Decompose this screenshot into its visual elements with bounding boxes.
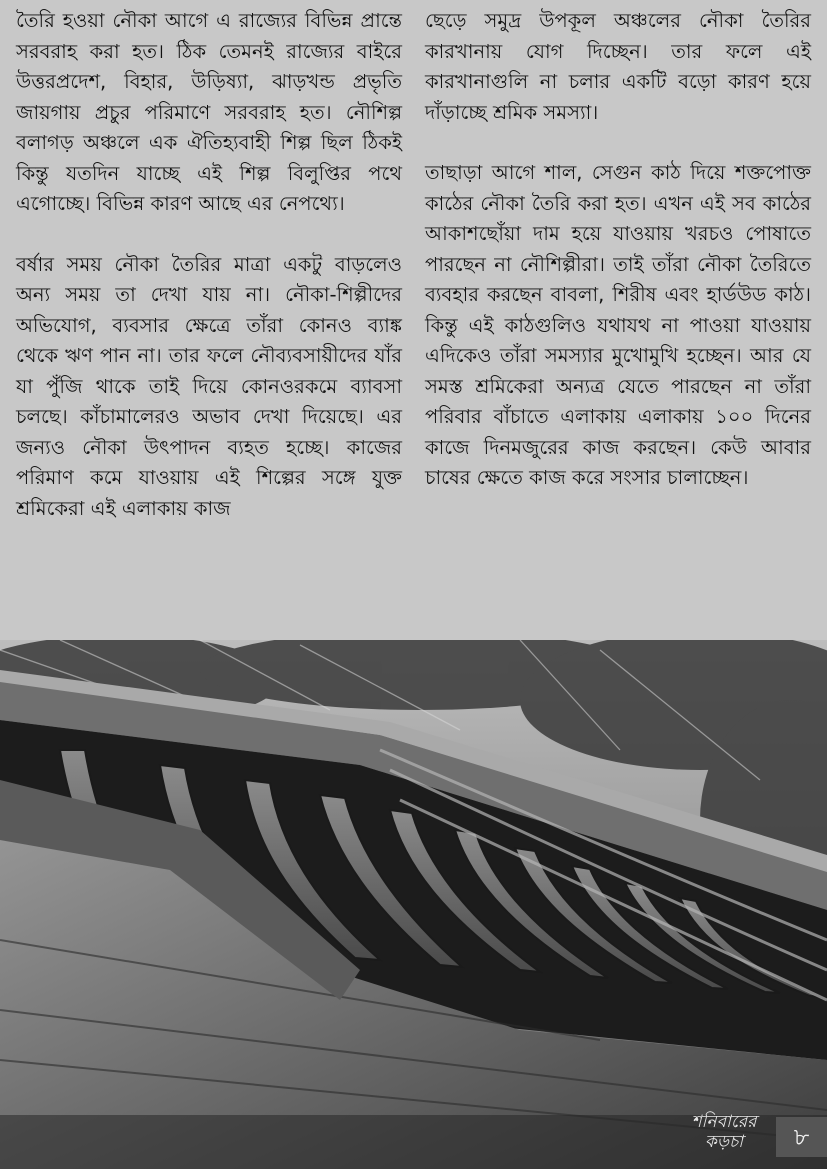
article-column-right [425, 6, 811, 524]
boat-photograph [0, 640, 827, 1169]
right-paragraph-1: ছেড়ে সমুদ্র উপকূল অঞ্চলের নৌকা তৈরির কারখানায় যোগ দিচ্ছেন। তার ফলে এই কারখানাগুলি না চলার একটি বড়ো কারণ হয়ে দাঁড়াচ্ছে শ্রমিক সমস্যা। [425, 9, 811, 124]
left-paragraph-2: বর্ষার সময় নৌকা তৈরির মাত্রা একটু বাড়লেও অন্য সময় তা দেখা যায় না। নৌকা-শিল্পীদের অভিযোগ, ব্যবসার ক্ষেত্রে তাঁরা কোনও ব্যাঙ্ক থেকে ঋণ পান না। তার ফলে নৌব্যবসায়ীদের যাঁর যা পুঁজি থাকে তাই দিয়ে কোনওরকমে ব্যাবসা চলছে। কাঁচামালেরও অভাব দেখা দিয়েছে। এর জন্যও নৌকা উৎপাদন ব্যহত হচ্ছে। কাজের পরিমাণ কমে যাওয়ায় এই শিল্পের সঙ্গে যুক্ত শ্রমিকেরা এই এলাকায় কাজ [16, 252, 402, 520]
article-column-left [16, 6, 402, 554]
left-paragraph-1: তৈরি হওয়া নৌকা আগে এ রাজ্যের বিভিন্ন প্রান্তে সরবরাহ করা হত। ঠিক তেমনই রাজ্যের বাইরে উত্তরপ্রদেশ, বিহার, উড়িষ্যা, ঝাড়খন্ড প্রভৃতি জায়গায় প্রচুর পরিমাণে সরবরাহ হত। নৌশিল্প বলাগড় অঞ্চলে এক ঐতিহ্যবাহী শিল্প ছিল ঠিকই কিন্তু যতদিন যাচ্ছে এই শিল্প বিলুপ্তির পথে এগোচ্ছে। বিভিন্ন কারণ আছে এর নেপথ্যে। [16, 9, 402, 215]
right-paragraph-2: তাছাড়া আগে শাল, সেগুন কাঠ দিয়ে শক্তপোক্ত কাঠের নৌকা তৈরি করা হত। এখন এই সব কাঠের আকাশছোঁয়া দাম হয়ে যাওয়ায় খরচও পোষাতে পারছেন না নৌশিল্পীরা। তাই তাঁরা নৌকা তৈরিতে ব্যবহার করছেন বাবলা, শিরীষ এবং হার্ডউড কাঠ। কিন্তু এই কাঠগুলিও যথাযথ না পাওয়া যাওয়ায় এদিকেও তাঁরা সমস্যার মুখোমুখি হচ্ছেন। আর যে সমস্ত শ্রমিকেরা অন্যত্র যেতে পারছেন না তাঁরা পরিবার বাঁচাতে এলাকায় এলাকায় ১০০ দিনের কাজে দিনমজুরের কাজ করছেন। কেউ আবার চাষের ক্ষেতে কাজ করে সংসার চালাচ্ছেন। [425, 161, 811, 489]
page-number: ৮ [776, 1117, 827, 1157]
wooden-boat-hull-image [0, 640, 827, 1169]
magazine-logo: শনিবারের কড়চা [691, 1112, 757, 1152]
